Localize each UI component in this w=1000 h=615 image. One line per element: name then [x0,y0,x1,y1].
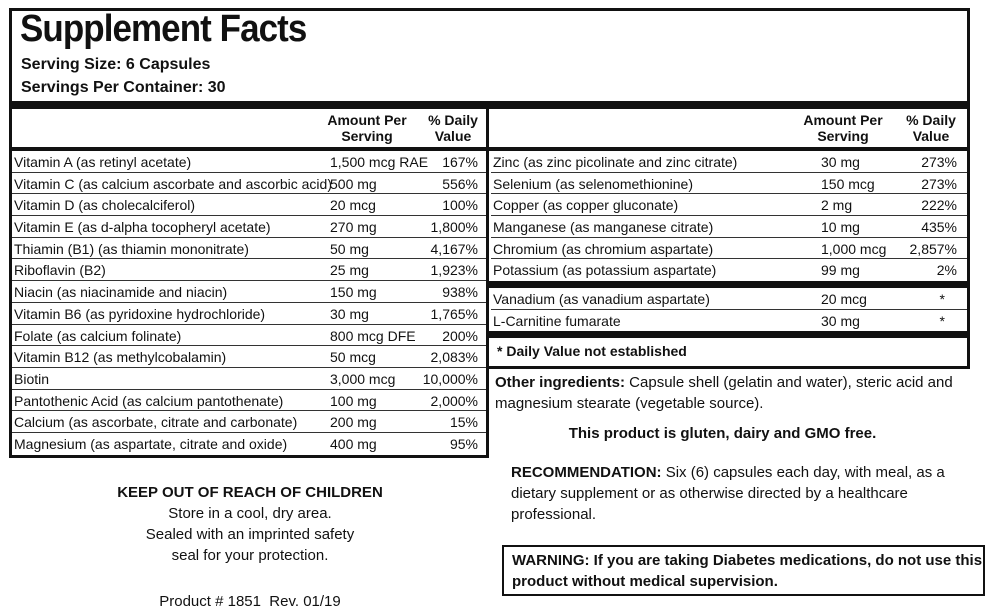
nutrient-name: Vitamin C (as calcium ascorbate and ascorbic acid) [14,175,332,192]
right-mid-rule [489,281,967,288]
nutrient-row [12,303,486,325]
nutrient-amount: 400 mg [330,435,377,452]
right-panel-bottom-border [488,366,970,369]
nutrient-name: Thiamin (B1) (as thiamin mononitrate) [14,240,249,257]
warning-line-2: product without medical supervision. [512,573,778,590]
nutrient-row [491,238,967,260]
nutrient-daily-value: 200% [442,327,478,344]
nutrient-row [491,259,967,281]
nutrient-row [12,346,486,368]
nutrient-name: Folate (as calcium folinate) [14,327,182,344]
nutrient-row [12,238,486,260]
nutrient-daily-value: 556% [442,175,478,192]
nutrient-amount: 10 mg [821,219,860,236]
nutrient-daily-value: 222% [921,197,957,214]
nutrient-amount: 150 mcg [821,175,875,192]
nutrient-name: Pantothenic Acid (as calcium pantothenate) [14,392,284,409]
nutrient-row [12,281,486,303]
column-divider [486,101,489,369]
nutrient-name: Vitamin E (as d-alpha tocopheryl acetate) [14,219,271,236]
nutrient-row [491,310,967,332]
product-number: Product # 1851 Rev. 01/19 [159,593,341,610]
nutrient-name: Selenium (as selenomethionine) [493,175,693,192]
nutrient-amount: 800 mcg DFE [330,327,416,344]
nutrient-amount: 100 mg [330,392,377,409]
nutrient-amount: 1,500 mcg RAE [330,154,429,170]
nutrient-daily-value: 435% [921,219,957,236]
keep-out-of-reach: KEEP OUT OF REACH OF CHILDREN [117,484,383,501]
nutrient-daily-value: 2,000% [430,392,478,409]
nutrient-amount: 50 mcg [330,349,376,366]
nutrient-daily-value: 15% [449,414,478,431]
nutrient-daily-value: 167% [442,154,478,170]
nutrient-name: Zinc (as zinc picolinate and zinc citrate) [493,154,738,170]
nutrient-daily-value: 10,000% [422,370,478,387]
panel-title: Supplement Facts [20,8,307,50]
nutrient-name: L-Carnitine fumarate [493,312,621,329]
nutrient-name: Vitamin B6 (as pyridoxine hydrochloride) [14,305,266,322]
nutrient-name: Riboflavin (B2) [14,262,106,279]
nutrient-daily-value: 2,857% [909,240,957,257]
nutrient-amount: 20 mcg [330,197,376,214]
nutrient-name: Copper (as copper gluconate) [493,197,679,214]
servings-per-container: Servings Per Container: 30 [21,79,226,96]
left-col-dv-header: % Daily Value [428,112,478,144]
footnote: * Daily Value not established [497,343,687,359]
nutrient-daily-value: 273% [921,175,957,192]
nutrient-amount: 99 mg [821,262,860,279]
nutrient-row [12,390,486,412]
recommendation: RECOMMENDATION: Six (6) capsules each day, with meal, as a dietary supplement or as otherwise directed by a healthcare professional. [511,464,945,523]
nutrient-row [491,173,967,195]
nutrient-row [491,216,967,238]
nutrient-amount: 500 mg [330,175,377,192]
nutrient-daily-value: * [939,291,945,307]
warning-box [502,545,985,596]
nutrient-amount: 200 mg [330,414,377,431]
nutrient-name: Vitamin B12 (as methylcobalamin) [14,349,227,366]
nutrient-amount: 270 mg [330,219,377,236]
nutrient-name: Vitamin A (as retinyl acetate) [14,154,192,170]
nutrient-row [12,368,486,390]
nutrient-daily-value: 4,167% [430,240,478,257]
nutrient-row [12,173,486,195]
nutrient-name: Biotin [14,370,50,387]
nutrient-daily-value: 1,923% [430,262,478,279]
nutrient-row [491,194,967,216]
nutrient-amount: 30 mg [821,154,860,170]
nutrient-daily-value: 2% [936,262,957,279]
nutrient-name: Manganese (as manganese citrate) [493,219,714,236]
nutrient-daily-value: 100% [442,197,478,214]
nutrient-amount: 30 mg [330,305,369,322]
nutrient-daily-value: 938% [442,284,478,301]
nutrient-name: Vanadium (as vanadium aspartate) [493,291,710,307]
nutrient-name: Potassium (as potassium aspartate) [493,262,717,279]
nutrient-name: Niacin (as niacinamide and niacin) [14,284,228,301]
right-bottom-rule [489,331,967,338]
left-col-amount-header: Amount Per Serving [327,112,407,144]
nutrient-amount: 3,000 mcg [330,370,396,387]
nutrient-amount: 20 mcg [821,291,867,307]
right-nutrient-table [491,151,967,281]
storage-line-1: Store in a cool, dry area. [168,505,332,522]
nutrient-row [12,194,486,216]
other-ingredients: Other ingredients: Capsule shell (gelatin and water), steric acid and magnesium stearate (vegetable source). [495,374,953,412]
nutrient-name: Magnesium (as aspartate, citrate and oxide) [14,435,288,452]
right-col-amount-header: Amount Per Serving [803,112,883,144]
nutrient-row [491,288,967,310]
nutrient-name: Vitamin D (as cholecalciferol) [14,197,196,214]
nutrient-amount: 2 mg [821,197,853,214]
nutrient-row [12,259,486,281]
left-nutrient-table [12,151,486,455]
nutrient-name: Calcium (as ascorbate, citrate and carbonate) [14,414,298,431]
left-panel-right-border [486,366,489,458]
nutrient-row [12,433,486,455]
nutrient-daily-value: 1,800% [430,219,478,236]
nutrient-amount: 25 mg [330,262,369,279]
nutrient-amount: 1,000 mcg [821,240,887,257]
left-panel-bottom-border [9,455,489,458]
nutrient-daily-value: 273% [921,154,957,170]
nutrient-amount: 30 mg [821,312,860,329]
right-nutrient-table-no-dv [491,288,967,331]
nutrient-daily-value: * [939,312,945,329]
serving-size: Serving Size: 6 Capsules [21,56,211,73]
nutrient-row [12,411,486,433]
storage-line-3: seal for your protection. [171,547,329,564]
nutrient-daily-value: 95% [449,435,478,452]
storage-line-2: Sealed with an imprinted safety [145,526,355,543]
warning-line-1: WARNING: If you are taking Diabetes medications, do not use this [512,552,983,569]
nutrient-row [491,151,967,173]
nutrient-name: Chromium (as chromium aspartate) [493,240,714,257]
nutrient-row [12,151,486,173]
nutrient-amount: 150 mg [330,284,377,301]
nutrient-amount: 50 mg [330,240,369,257]
nutrient-daily-value: 2,083% [430,349,478,366]
free-from-statement: This product is gluten, dairy and GMO free. [568,425,877,442]
storage-info [100,482,400,566]
right-col-dv-header: % Daily Value [906,112,956,144]
nutrient-row [12,325,486,347]
nutrient-row [12,216,486,238]
nutrient-daily-value: 1,765% [430,305,478,322]
thick-divider [9,101,970,109]
